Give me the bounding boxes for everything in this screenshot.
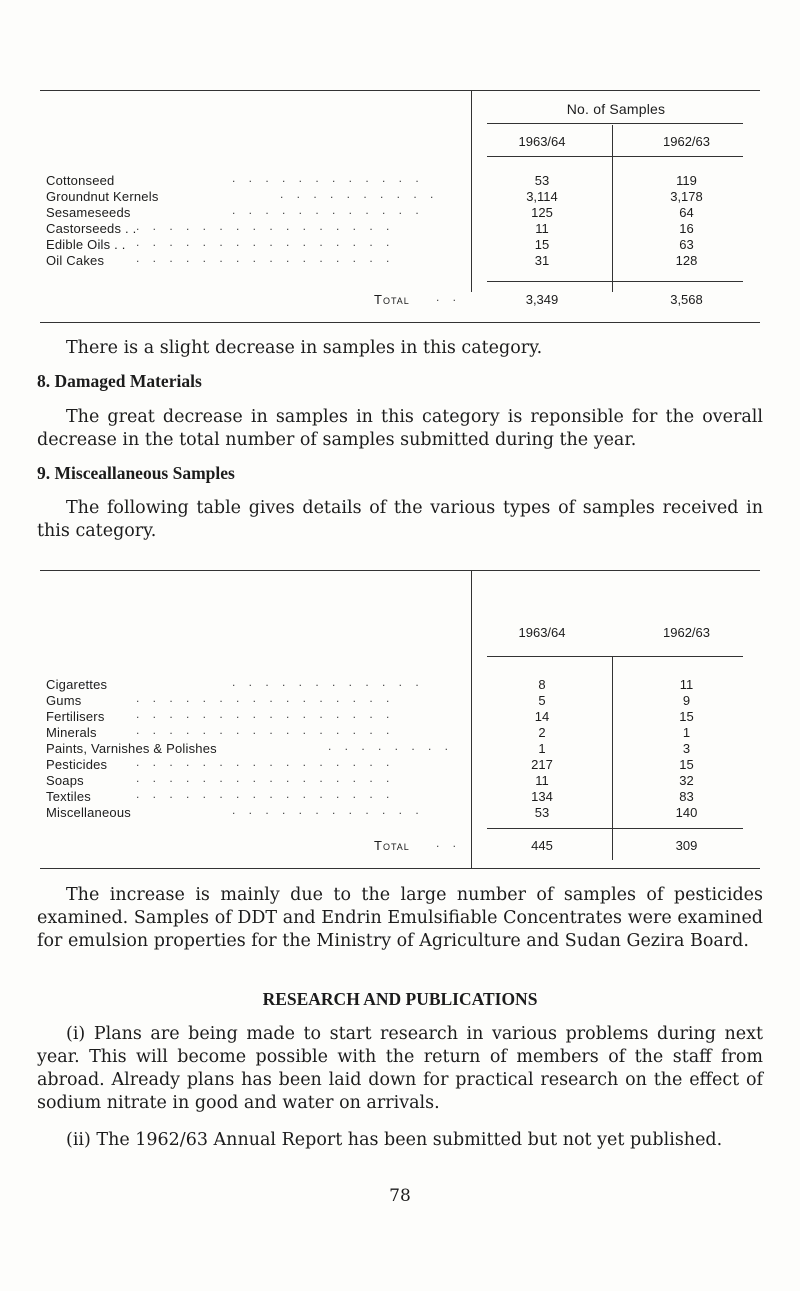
leader-dots: . . . . . . . .	[328, 739, 454, 753]
section-9-text: The following table gives details of the various types of samples received in this category.	[37, 498, 763, 541]
leader-dots: . .	[436, 290, 462, 304]
table1-row-v1: 15	[534, 237, 550, 252]
table2-row-v1: 1	[538, 741, 546, 756]
section-8-text: The great decrease in samples in this category is reponsible for the overall decrease in the total number of samples submitted during the year.	[37, 407, 763, 450]
table2-row-v1: 53	[534, 805, 550, 820]
table2-row-label: Soaps	[46, 773, 84, 788]
table1-col1-header: 1963/64	[518, 134, 566, 149]
table1-row-label: Sesameseeds	[46, 205, 131, 220]
research-heading: RESEARCH AND PUBLICATIONS	[262, 989, 538, 1009]
table2-row-v1: 11	[535, 773, 549, 788]
leader-dots: . . . . . . . . . . . .	[232, 675, 424, 689]
table1-row-label: Oil Cakes	[46, 253, 105, 268]
table2-row-v2: 9	[682, 693, 691, 708]
table2-total-v1: 445	[531, 838, 553, 853]
leader-dots: . . . . . . . . . . . . . . . .	[136, 219, 395, 233]
table2-row-label: Cigarettes	[46, 677, 108, 692]
table2-row-v2: 32	[679, 773, 694, 788]
table1-total-v1: 3,349	[525, 292, 559, 307]
table2-total-v2: 309	[675, 838, 698, 853]
table2-header-rule	[487, 656, 743, 657]
table2-row-v2: 3	[682, 741, 691, 756]
table2-row-label: Minerals	[46, 725, 97, 740]
leader-dots: . . . . . . . . . . . . . . . .	[136, 723, 395, 737]
table1-row-v1: 11	[535, 221, 549, 236]
table1-row-label: Groundnut Kernels	[46, 189, 159, 204]
table2-top-rule	[40, 570, 760, 571]
table1-bottom-rule	[40, 322, 760, 323]
table1-total-v2: 3,568	[670, 292, 703, 307]
leader-dots: . . . . . . . . . . . .	[232, 171, 424, 185]
leader-dots: . . . . . . . . . . . . . . . .	[136, 771, 395, 785]
table1-super-header: No. of Samples	[566, 101, 666, 117]
table2-row-v1: 8	[538, 677, 546, 692]
table1-row-label: Castorseeds . .	[46, 221, 137, 236]
table1-row-v2: 128	[675, 253, 698, 268]
table2-row-v2: 11	[679, 677, 694, 692]
table2-row-v1: 134	[531, 789, 553, 804]
table2-row-v1: 2	[538, 725, 546, 740]
table1-top-rule	[40, 90, 760, 91]
table1-row-v1: 3,114	[526, 189, 558, 204]
leader-dots: . . . . . . . . . . . . . . . .	[136, 251, 395, 265]
table1-total-rule	[487, 281, 743, 282]
table1-header-rule	[487, 156, 743, 157]
table2-row-v2: 15	[679, 709, 694, 724]
table1-total-label: Total	[374, 292, 410, 307]
table2-row-label: Paints, Varnishes & Polishes	[46, 741, 217, 756]
table2-row-v1: 217	[531, 757, 553, 772]
table2-row-v2: 83	[679, 789, 694, 804]
table2-row-v2: 1	[682, 725, 691, 740]
table2-row-label: Miscellaneous	[46, 805, 131, 820]
table1-row-v2: 64	[679, 205, 694, 220]
table2-row-v1: 5	[538, 693, 546, 708]
leader-dots: . . . . . . . . . . . . . . . .	[136, 235, 395, 249]
leader-dots: . . . . . . . . . . . . . . . .	[136, 787, 395, 801]
table2-bottom-rule	[40, 868, 760, 869]
table2-row-label: Gums	[46, 693, 82, 708]
table1-row-v2: 119	[676, 173, 697, 188]
leader-dots: . . . . . . . . . . . . . . . .	[136, 691, 395, 705]
leader-dots: . . . . . . . . . . . . . . . .	[136, 755, 395, 769]
table2-vrule-mid-total	[612, 810, 613, 860]
leader-dots: . . . . . . . . . . . .	[232, 203, 424, 217]
table1-row-v2: 16	[679, 221, 694, 236]
table2-row-label: Pesticides	[46, 757, 108, 772]
table2-total-label: Total	[374, 838, 410, 853]
table1-row-v1: 31	[534, 253, 550, 268]
table1-row-v1: 125	[531, 205, 553, 220]
table2-row-v2: 140	[675, 805, 698, 820]
leader-dots: . . . . . . . . . . . .	[232, 803, 424, 817]
table1-super-rule	[487, 123, 743, 124]
section-8-heading: 8. Damaged Materials	[37, 371, 202, 391]
table1-row-label: Cottonseed	[46, 173, 115, 188]
page-number: 78	[389, 1186, 411, 1206]
table2-col1-header: 1963/64	[518, 625, 566, 640]
table1-row-v2: 3,178	[670, 189, 703, 204]
research-item-2: (ii) The 1962/63 Annual Report has been submitted but not yet published.	[66, 1130, 723, 1150]
table1-row-v2: 63	[679, 237, 694, 252]
table2-vrule-left-total	[471, 810, 472, 868]
research-item-1: (i) Plans are being made to start research in various problems during next year. This will become possible with the return of members of the staff from abroad. Already plans has been laid down for practical research on the effect of sodium nitrate in good and water on arrivals.	[37, 1024, 763, 1113]
table1-row-label: Edible Oils . .	[46, 237, 126, 252]
table2-row-label: Textiles	[46, 789, 91, 804]
table1-col2-header: 1962/63	[663, 134, 710, 149]
section-9-heading: 9. Misceallaneous Samples	[37, 463, 235, 483]
leader-dots: . . . . . . . . . . . . . . . .	[136, 707, 395, 721]
paragraph-slight-decrease: There is a slight decrease in samples in this category.	[66, 338, 543, 358]
table2-row-v2: 15	[679, 757, 694, 772]
table2-row-label: Fertilisers	[46, 709, 105, 724]
table2-row-v1: 14	[534, 709, 550, 724]
leader-dots: . .	[436, 836, 462, 850]
paragraph-pesticides: The increase is mainly due to the large number of samples of pesticides examined. Samples of DDT and Endrin Emulsifiable Concentrates were examined for emulsion properties for the Ministry of Agriculture and Sudan Gezira Board.	[37, 885, 763, 951]
table2-total-rule	[487, 828, 743, 829]
leader-dots: . . . . . . . . . .	[280, 187, 439, 201]
table2-col2-header: 1962/63	[663, 625, 710, 640]
table1-row-v1: 53	[534, 173, 550, 188]
